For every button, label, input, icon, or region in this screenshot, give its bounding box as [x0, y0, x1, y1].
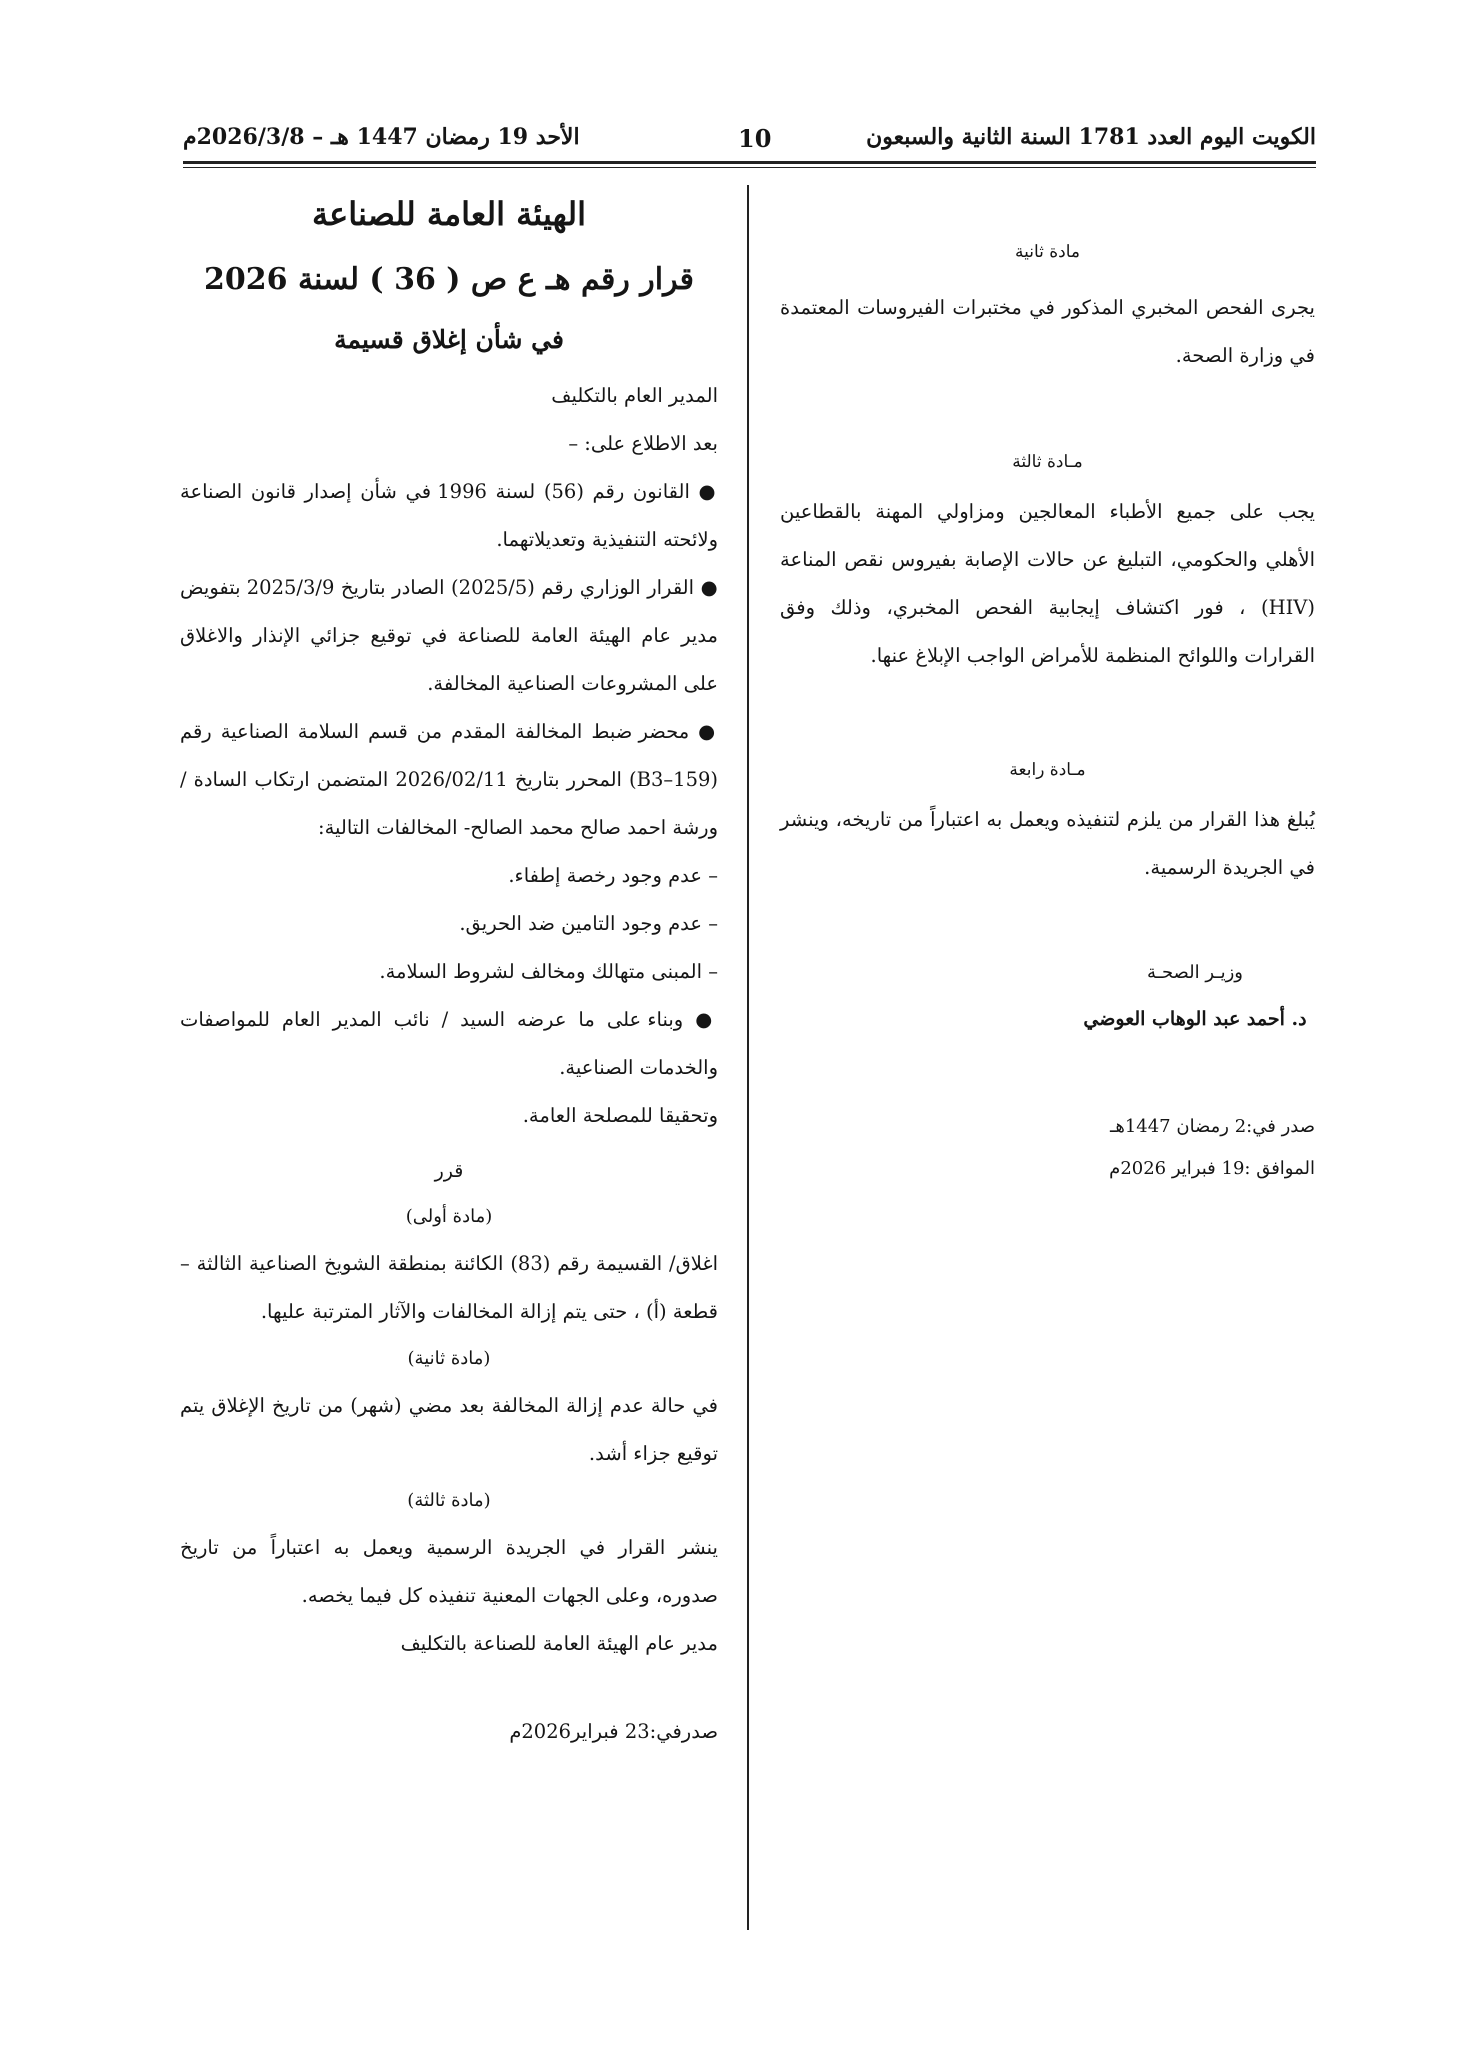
- minister-title: وزيـر الصحـة: [1147, 962, 1243, 983]
- article4-text: يُبلغ هذا القرار من يلزم لتنفيذه ويعمل به اعتباراً من تاريخه، وينشر في الجريدة الرسمية.: [780, 808, 1315, 879]
- issued-date: صدر في:2 رمضان 1447هـ: [1110, 1116, 1315, 1137]
- article3-title-left: (مادة ثالثة): [407, 1490, 491, 1511]
- article3-text-left: ينشر القرار في الجريدة الرسمية ويعمل به اعتباراً من تاريخ صدوره، وعلى الجهات المعنية تنفيذه كل فيما يخصه.: [180, 1536, 718, 1607]
- right-column: [780, 232, 1315, 1190]
- article2-title-left: (مادة ثانية): [407, 1348, 491, 1369]
- column-divider: [747, 185, 749, 1930]
- violation-1: – عدم وجود رخصة إطفاء.: [508, 864, 718, 887]
- article2-title: مادة ثانية: [1014, 242, 1081, 262]
- decided-heading: قرر: [434, 1160, 464, 1182]
- preamble-bullet-1: ● القانون رقم (56) لسنة 1996 في شأن إصدار قانون الصناعة ولائحته التنفيذية وتعديلاتهما.: [180, 468, 718, 564]
- corresponding-date: الموافق :19 فبراير 2026م: [1109, 1158, 1315, 1179]
- violation-2: – عدم وجود التامين ضد الحريق.: [459, 912, 718, 935]
- page-number: 10: [738, 124, 772, 153]
- preamble-bullet-3: ● محضر ضبط المخالفة المقدم من قسم السلامة الصناعية رقم (B3–159) المحرر بتاريخ 2026/02/11 المتضمن ارتكاب السادة / ورشة احمد صالح محمد الصالح- المخالفات التالية:: [180, 708, 718, 852]
- issued-date-left: صدرفي:23 فبراير2026م: [509, 1720, 718, 1743]
- minister-name: د. أحمد عبد الوهاب العوضي: [1083, 1008, 1307, 1030]
- header-rule-bottom: [183, 167, 1316, 168]
- article3-text: يجب على جميع الأطباء المعالجين ومزاولي المهنة بالقطاعين الأهلي والحكومي، التبليغ عن حالات الإصابة بفيروس نقص المناعة (HIV) ، فور اكتشاف إيجابية الفحص المخبري، وذلك وفق القرارات واللوائح المنظمة للأمراض الواجب الإبلاغ عنها.: [780, 500, 1315, 667]
- article3-title: مـادة ثالثة: [1012, 452, 1083, 472]
- header-left-date: الأحد 19 رمضان 1447 هـ – 2026/3/8م: [183, 124, 580, 150]
- article2-text-left: في حالة عدم إزالة المخالفة بعد مضي (شهر) من تاريخ الإغلاق يتم توقيع جزاء أشد.: [180, 1394, 718, 1465]
- left-column: [180, 186, 718, 1756]
- minister-signature: [1075, 952, 1315, 1040]
- public-interest: وتحقيقا للمصلحة العامة.: [522, 1104, 718, 1127]
- article1-title: (مادة أولى): [405, 1206, 493, 1227]
- article4-title: مـادة رابعة: [1009, 760, 1086, 780]
- decision-number: قرار رقم هـ ع ص ( 36 ) لسنة 2026: [204, 262, 694, 297]
- decision-subject: في شأن إغلاق قسيمة: [334, 325, 564, 354]
- signatory: مدير عام الهيئة العامة للصناعة بالتكليف: [400, 1632, 718, 1655]
- article1-text: اغلاق/ القسيمة رقم (83) الكائنة بمنطقة الشويخ الصناعية الثالثة – قطعة (أ) ، حتى يتم إزالة المخالفات والآثار المترتبة عليها.: [180, 1252, 718, 1323]
- article2-text: يجرى الفحص المخبري المذكور في مختبرات الفيروسات المعتمدة في وزارة الصحة.: [780, 296, 1315, 367]
- director-title: المدير العام بالتكليف: [551, 384, 718, 407]
- preamble-bullet-2: ● القرار الوزاري رقم (2025/5) الصادر بتاريخ 2025/3/9 بتفويض مدير عام الهيئة العامة للصناعة في توقيع جزائي الإنذار والاغلاق على المشروعات الصناعية المخالفة.: [180, 564, 718, 708]
- header-rule-top: [183, 161, 1316, 164]
- header-right-issue: الكويت اليوم العدد 1781 السنة الثانية والسبعون: [866, 124, 1316, 150]
- preamble-bullet-4: ● وبناء على ما عرضه السيد / نائب المدير العام للمواصفات والخدمات الصناعية.: [180, 996, 718, 1092]
- authority-title: الهيئة العامة للصناعة: [311, 195, 586, 233]
- issue-dates: [780, 1106, 1315, 1190]
- violation-3: – المبنى متهالك ومخالف لشروط السلامة.: [379, 960, 718, 983]
- after-review: بعد الاطلاع على: –: [568, 432, 718, 455]
